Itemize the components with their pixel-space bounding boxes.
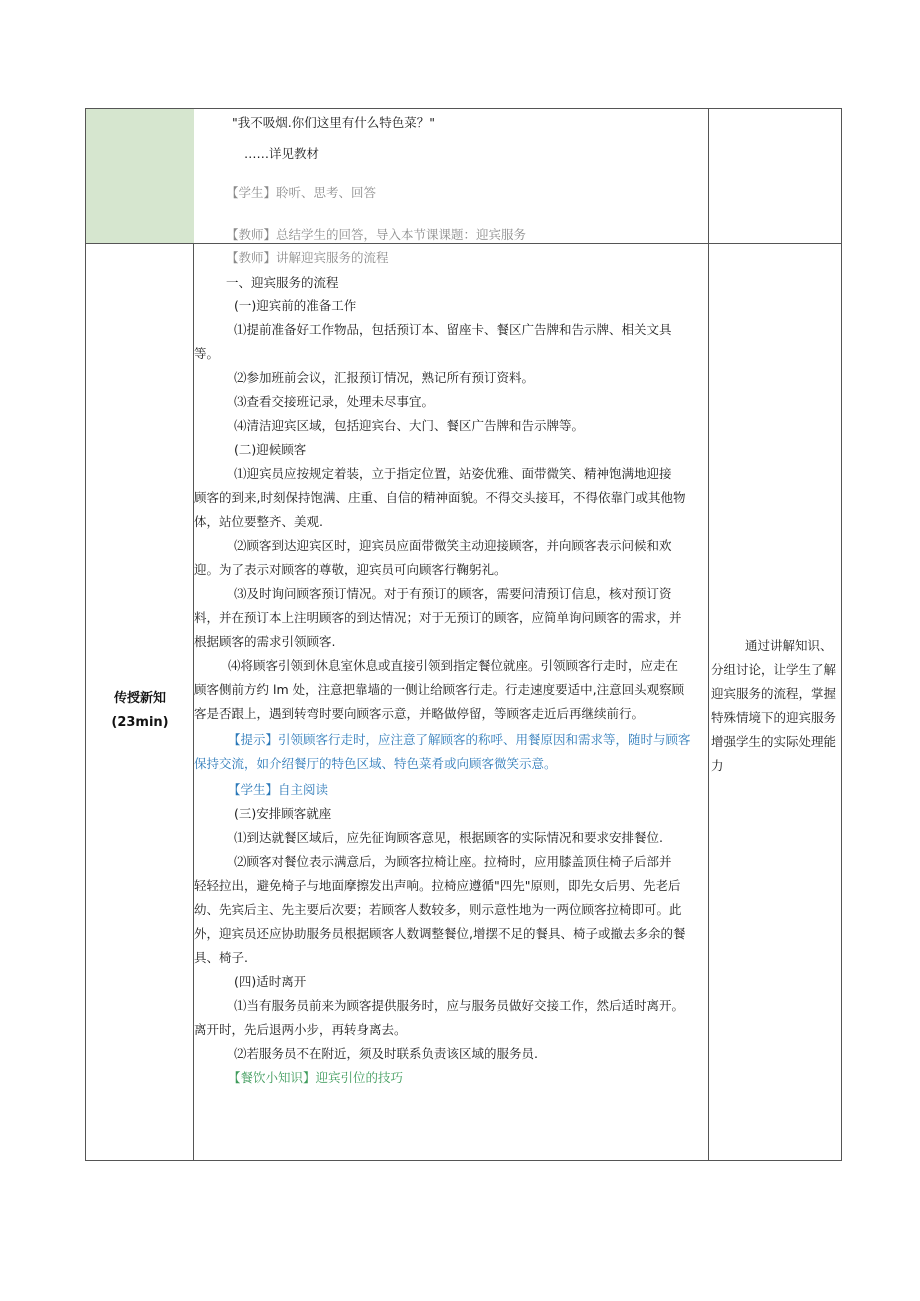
prep-item-1-line-1: ⑴提前准备好工作物品，包括预订本、留座卡、餐区广告牌和告示牌、相关文具 [234, 322, 672, 337]
subsection-title-1: (一)迎宾前的准备工作 [234, 298, 357, 313]
subsection-title-2: (二)迎候顾客 [234, 442, 307, 457]
greet-item-3-line-3: 根据顾客的需求引领顾客. [194, 634, 336, 649]
tip-line-2: 保持交流，如介绍餐厅的特色区域、特色菜肴或向顾客微笑示意。 [194, 756, 557, 771]
greet-item-3-line-2: 料，并在预订本上注明顾客的到达情况；对于无预订的顾客，应简单询问顾客的需求，并 [194, 610, 682, 625]
subsection-title-3: (三)安排顾客就座 [234, 806, 332, 821]
stage-duration: (23min) [111, 715, 169, 730]
goal-line-1: 通过讲解知识、 [745, 638, 833, 653]
greet-item-1-line-1: ⑴迎宾员应按规定着装，立于指定位置，站姿优雅、面带微笑、精神饱满地迎接 [234, 466, 672, 481]
greet-item-1-line-2: 顾客的到来,时刻保持饱满、庄重、自信的精神面貌。不得交头接耳，不得依靠门或其他物 [194, 490, 686, 505]
tip-line-1: 【提示】引领顾客行走时，应注意了解顾客的称呼、用餐原因和需求等，随时与顾客 [228, 732, 691, 747]
greet-item-4-line-3: 客是否跟上，遇到转弯时要向顾客示意，并略做停留，等顾客走近后再继续前行。 [194, 706, 645, 721]
seat-item-2-line-3: 幼、先宾后主、先主要后次要；若顾客人数较多，则示意性地为一两位顾客拉椅即可。此 [194, 902, 682, 917]
intro-label-cell [86, 109, 194, 243]
main-content-cell [194, 244, 708, 1162]
seat-item-2-line-2: 轻轻拉出，避免椅子与地面摩擦发出声响。拉椅应遵循"四先"原则，即先女后男、先老后 [194, 878, 681, 893]
greet-item-4-line-1: ⑷将顾客引领到休息室休息或直接引领到指定餐位就座。引领顾客行走时，应走在 [228, 658, 679, 673]
stage-label: 传授新知 [113, 691, 166, 706]
greet-item-4-line-2: 顾客侧前方约 lm 处，注意把靠墙的一侧让给顾客行走。行走速度要适中,注意回头观察顾 [194, 682, 685, 697]
leave-item-1-line-2: 离开时，先后退两小步，再转身离去。 [194, 1022, 407, 1037]
stage-label-cell [86, 244, 193, 1162]
see-textbook-text: ……详见教材 [244, 146, 320, 161]
goal-line-6: 力 [711, 758, 724, 773]
intro-quote: "我不吸烟.你们这里有什么特色菜？" [232, 115, 435, 130]
student-response-line: 【学生】聆听、思考、回答 [226, 185, 377, 200]
prep-item-3: ⑶查看交接班记录，处理未尽事宜。 [234, 394, 435, 409]
greet-item-2-line-1: ⑵顾客到达迎宾区时，迎宾员应面带微笑主动迎接顾客，并向顾客表示问候和欢 [234, 538, 672, 553]
leave-item-1-line-1: ⑴当有服务员前来为顾客提供服务时，应与服务员做好交接工作，然后适时离开。 [234, 998, 685, 1013]
prep-item-4: ⑷清洁迎宾区域，包括迎宾台、大门、餐区广告牌和告示牌等。 [234, 418, 585, 433]
greet-item-3-line-1: ⑶及时询问顾客预订情况。对于有预订的顾客，需要问清预订信息，核对预订资 [234, 586, 672, 601]
knowledge-tag: 【餐饮小知识】迎宾引位的技巧 [228, 1070, 404, 1085]
lesson-plan-table [85, 108, 842, 1161]
greet-item-1-line-3: 体，站位要整齐、美观. [194, 514, 323, 529]
seat-item-2-line-1: ⑵顾客对餐位表示满意后，为顾客拉椅让座。拉椅时，应用膝盖顶住椅子后部并 [234, 854, 672, 869]
prep-item-2: ⑵参加班前会议，汇报预订情况，熟记所有预订资料。 [234, 370, 535, 385]
goal-line-2: 分组讨论，让学生了解 [711, 662, 837, 677]
goal-line-4: 特殊情境下的迎宾服务 [711, 710, 837, 725]
intro-content-cell [194, 109, 708, 243]
section-title: 一、迎宾服务的流程 [226, 275, 339, 290]
seat-item-2-line-5: 具、椅子. [194, 950, 248, 965]
teacher-explain-tag: 【教师】讲解迎宾服务的流程 [226, 250, 389, 265]
goal-line-3: 迎宾服务的流程，掌握 [711, 686, 837, 701]
teacher-summary-line: 【教师】总结学生的回答，导入本节课课题：迎宾服务 [226, 227, 527, 242]
intro-goal-cell [709, 109, 843, 243]
seat-item-1: ⑴到达就餐区域后，应先征询顾客意见，根据顾客的实际情况和要求安排餐位. [234, 830, 663, 845]
leave-item-2: ⑵若服务员不在附近，须及时联系负责该区域的服务员. [234, 1046, 538, 1061]
goal-line-5: 增强学生的实际处理能 [711, 734, 837, 749]
seat-item-2-line-4: 外，迎宾员还应协助服务员根据顾客人数调整餐位,增摆不足的餐具、椅子或撤去多余的餐 [194, 926, 686, 941]
teaching-goal-cell [709, 244, 843, 1162]
student-read-tag: 【学生】自主阅读 [228, 782, 329, 797]
subsection-title-4: (四)适时离开 [234, 974, 307, 989]
prep-item-1-line-2: 等。 [194, 346, 220, 361]
greet-item-2-line-2: 迎。为了表示对顾客的尊敬，迎宾员可向顾客行鞠躬礼。 [194, 562, 507, 577]
